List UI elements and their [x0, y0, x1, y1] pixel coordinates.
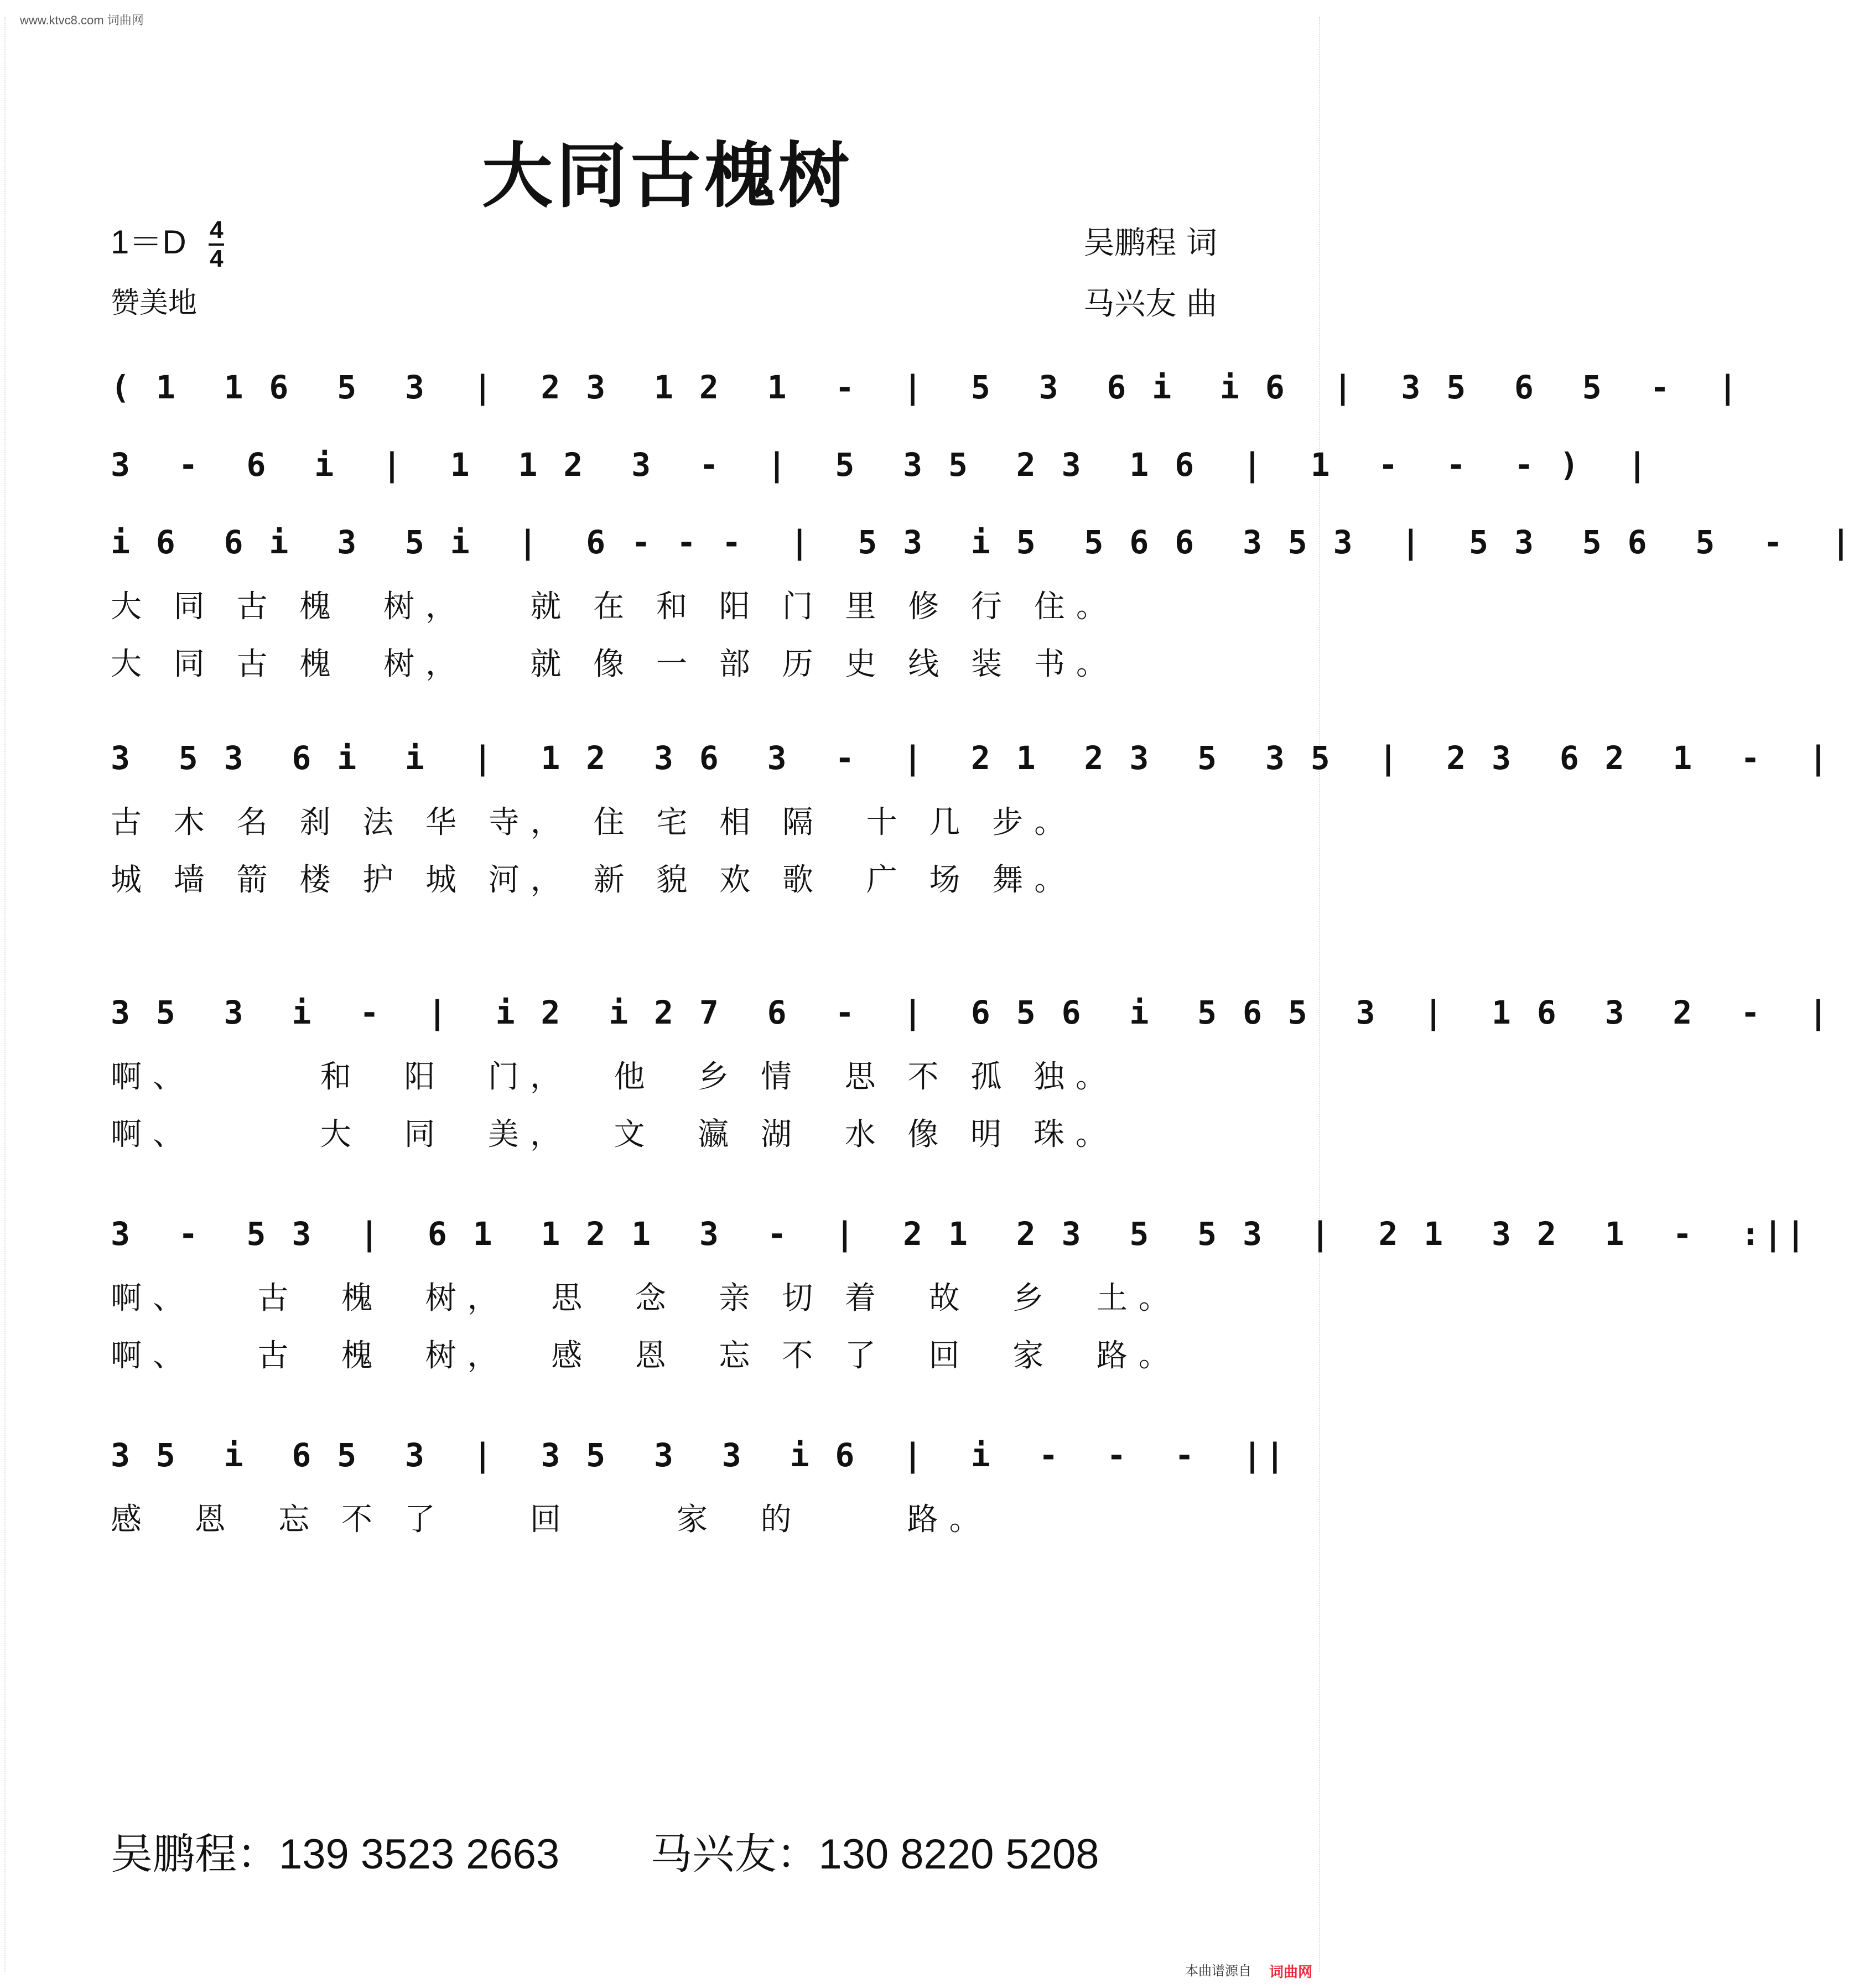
chorus-system-2	[111, 1201, 1809, 1382]
verse-system-2	[111, 725, 1831, 906]
contact-lyricist	[111, 1829, 559, 1878]
time-signature	[209, 218, 224, 271]
key-signature	[111, 216, 224, 271]
lyric-line: 啊、 古 槐 树， 感 恩 忘 不 了 回 家 路。	[111, 1338, 1181, 1374]
composer-credit: 马兴友 曲	[1083, 286, 1217, 322]
contact-phone: 139 3523 2663	[279, 1831, 560, 1878]
lyric-line: 感 恩 忘 不 了 回 家 的 路。	[111, 1502, 991, 1538]
key-label: 1＝D	[111, 224, 186, 261]
site-logo: 词曲网	[1269, 1964, 1312, 1981]
contact-composer	[650, 1829, 1099, 1878]
left-border	[4, 17, 15, 1971]
notation-line: i 6 6 i 3 5 i | 6 - - - | 5 3 i 5 5 6 6 3 5 3 | 5 3 5 6 5 - |	[111, 523, 1854, 561]
meter-top: 4	[210, 216, 224, 244]
meter-bottom: 4	[210, 245, 224, 273]
lyric-line: 古 木 名 刹 法 华 寺， 住 宅 相 隔 十 几 步。	[111, 804, 1077, 840]
coda-system	[111, 1422, 1288, 1546]
chorus-system-1	[111, 979, 1831, 1161]
contact-name: 吴鹏程：	[111, 1829, 279, 1878]
source-note: 本曲谱源自	[1185, 1963, 1251, 1979]
lyricist-credit: 吴鹏程 词	[1083, 225, 1217, 261]
notation-line: 3 5 i 6 5 3 | 3 5 3 3 i 6 | i - - - ||	[111, 1436, 1288, 1474]
contact-info	[111, 1820, 1177, 1881]
lyric-line: 大 同 古 槐 树， 就 在 和 阳 门 里 修 行 住。	[111, 589, 1118, 625]
verse-system-1	[111, 509, 1854, 691]
contact-name: 马兴友：	[650, 1829, 819, 1878]
song-title: 大同古槐树	[481, 134, 853, 217]
lyric-line: 啊、 古 槐 树， 思 念 亲 切 着 故 乡 土。	[111, 1280, 1181, 1316]
notation-line: 3 - 5 3 | 6 1 1 2 1 3 - | 2 1 2 3 5 5 3 | 2 1 3 2 1 - :||	[111, 1215, 1809, 1253]
lyric-line: 大 同 古 槐 树， 就 像 一 部 历 史 线 装 书。	[111, 646, 1118, 682]
notation-line: 3 5 3 6 i i | 1 2 3 6 3 - | 2 1 2 3 5 3 5 | 2 3 6 2 1 - |	[111, 739, 1831, 777]
notation-line: 3 - 6 i | 1 1 2 3 - | 5 3 5 2 3 1 6 | 1 - - - ) |	[111, 446, 1650, 484]
lyric-line: 城 墙 箭 楼 护 城 河， 新 貌 欢 歌 广 场 舞。	[111, 862, 1077, 898]
contact-phone: 130 8220 5208	[818, 1831, 1099, 1878]
site-watermark: www.ktvc8.com 词曲网	[20, 13, 144, 27]
lyric-line: 啊、 和 阳 门， 他 乡 情 思 不 孤 独。	[111, 1059, 1118, 1095]
notation-line: 3 5 3 i - | i 2 i 2 7 6 - | 6 5 6 i 5 6 5 3 | 1 6 3 2 - |	[111, 994, 1831, 1031]
expression-mark: 赞美地	[111, 287, 198, 320]
intro-system	[111, 354, 1741, 498]
lyric-line: 啊、 大 同 美， 文 瀛 湖 水 像 明 珠。	[111, 1117, 1118, 1153]
notation-line: ( 1 1 6 5 3 | 2 3 1 2 1 - | 5 3 6 i i 6 | 3 5 6 5 - |	[111, 368, 1741, 406]
